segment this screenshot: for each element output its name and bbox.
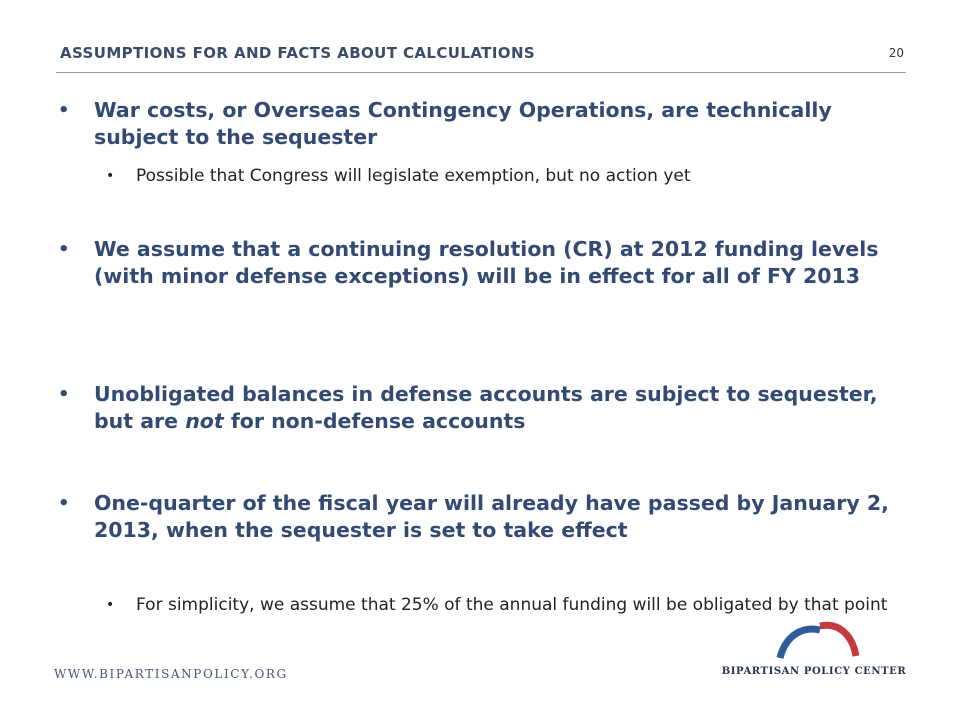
bullet-unobligated-balances (94, 381, 914, 435)
bullet-unobligated-emphasis: not (185, 409, 224, 433)
footer-url: WWW.BIPARTISANPOLICY.ORG (54, 667, 288, 681)
sub-bullet-simplicity: • For simplicity, we assume that 25% of the annual funding will be obligated by that point (136, 593, 896, 617)
bullet-war-costs: • War costs, or Overseas Contingency Operations, are technically subject to the sequester (94, 97, 914, 151)
bullet-continuing-resolution: • We assume that a continuing resolution (CR) at 2012 funding levels (with minor defense exceptions) will be in effect for all of FY 2013 (94, 236, 914, 290)
bullet-unobligated-text-before: Unobligated balances in defense accounts are subject to sequester, but are (94, 382, 878, 433)
page-number: 20 (888, 46, 904, 60)
logo-arcs-icon (776, 620, 860, 660)
sub-bullet-exemption: • Possible that Congress will legislate exemption, but no action yet (136, 164, 896, 188)
bullet-unobligated-text-after: for non-defense accounts (223, 409, 526, 433)
bipartisan-policy-center-logo (716, 620, 912, 684)
logo-text: BIPARTISAN POLICY CENTER (721, 666, 907, 677)
bullet-one-quarter: • One-quarter of the fiscal year will already have passed by January 2, 2013, when the sequester is set to take effect (94, 490, 914, 544)
slide-title: ASSUMPTIONS FOR AND FACTS ABOUT CALCULATIONS (60, 44, 536, 62)
